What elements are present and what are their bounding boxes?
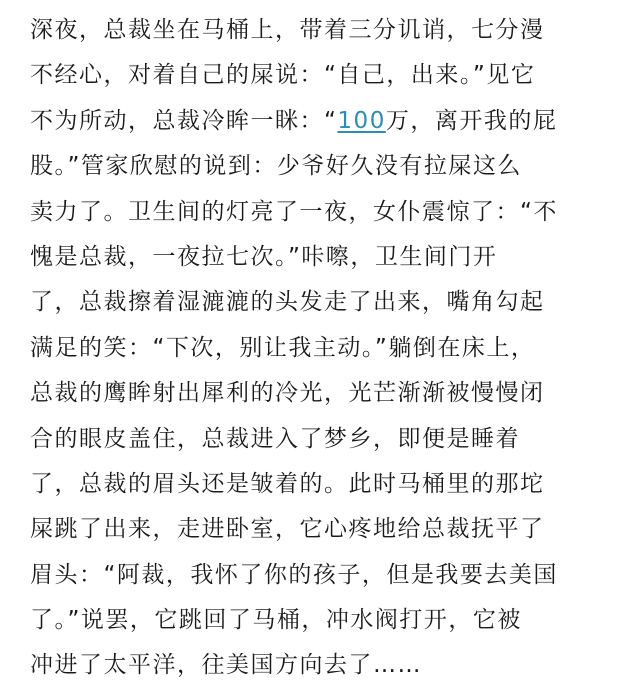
text-line-3-end: 万，离开我的屁: [385, 107, 558, 134]
text-line-14: 了。”说罢，它跳回了马桶，冲水阀打开，它被: [30, 607, 522, 634]
text-line-4: 股。”管家欣慰的说到：少爷好久没有拉屎这么: [30, 153, 522, 180]
text-line-13: 眉头：“阿裁，我怀了你的孩子，但是我要去美国: [30, 561, 558, 588]
text-line-10: 合的眼皮盖住，总裁进入了梦乡，即便是睡着: [30, 425, 520, 452]
text-line-7: 了，总裁擦着湿漉漉的头发走了出来，嘴角勾起: [30, 289, 545, 316]
text-line-15: 冲进了太平洋，往美国方向去了……: [30, 652, 422, 679]
text-line-2: 不经心，对着自己的屎说：“自己，出来。”见它: [30, 62, 536, 89]
text-line-6: 愧是总裁，一夜拉七次。”咔嚓，卫生间门开: [30, 243, 498, 270]
story-text: [30, 8, 620, 689]
text-line-8: 满足的笑：“下次，别让我主动。”躺倒在床上，: [30, 334, 536, 361]
text-line-3: [30, 99, 620, 144]
text-line-12: 屎跳了出来，走进卧室，它心疼地给总裁抚平了: [30, 516, 545, 543]
text-line-11: 了，总裁的眉头还是皱着的。此时马桶里的那坨: [30, 470, 545, 497]
text-line-5: 卖力了。卫生间的灯亮了一夜，女仆震惊了：“不: [30, 198, 558, 225]
text-line-3-start: 不为所动，总裁冷眸一眯：“: [30, 107, 338, 134]
text-line-1: 深夜，总裁坐在马桶上，带着三分讥诮，七分漫: [30, 17, 545, 43]
number-link[interactable]: 100: [337, 107, 386, 134]
text-line-9: 总裁的鹰眸射出犀利的冷光，光芒渐渐被慢慢闭: [30, 380, 545, 407]
